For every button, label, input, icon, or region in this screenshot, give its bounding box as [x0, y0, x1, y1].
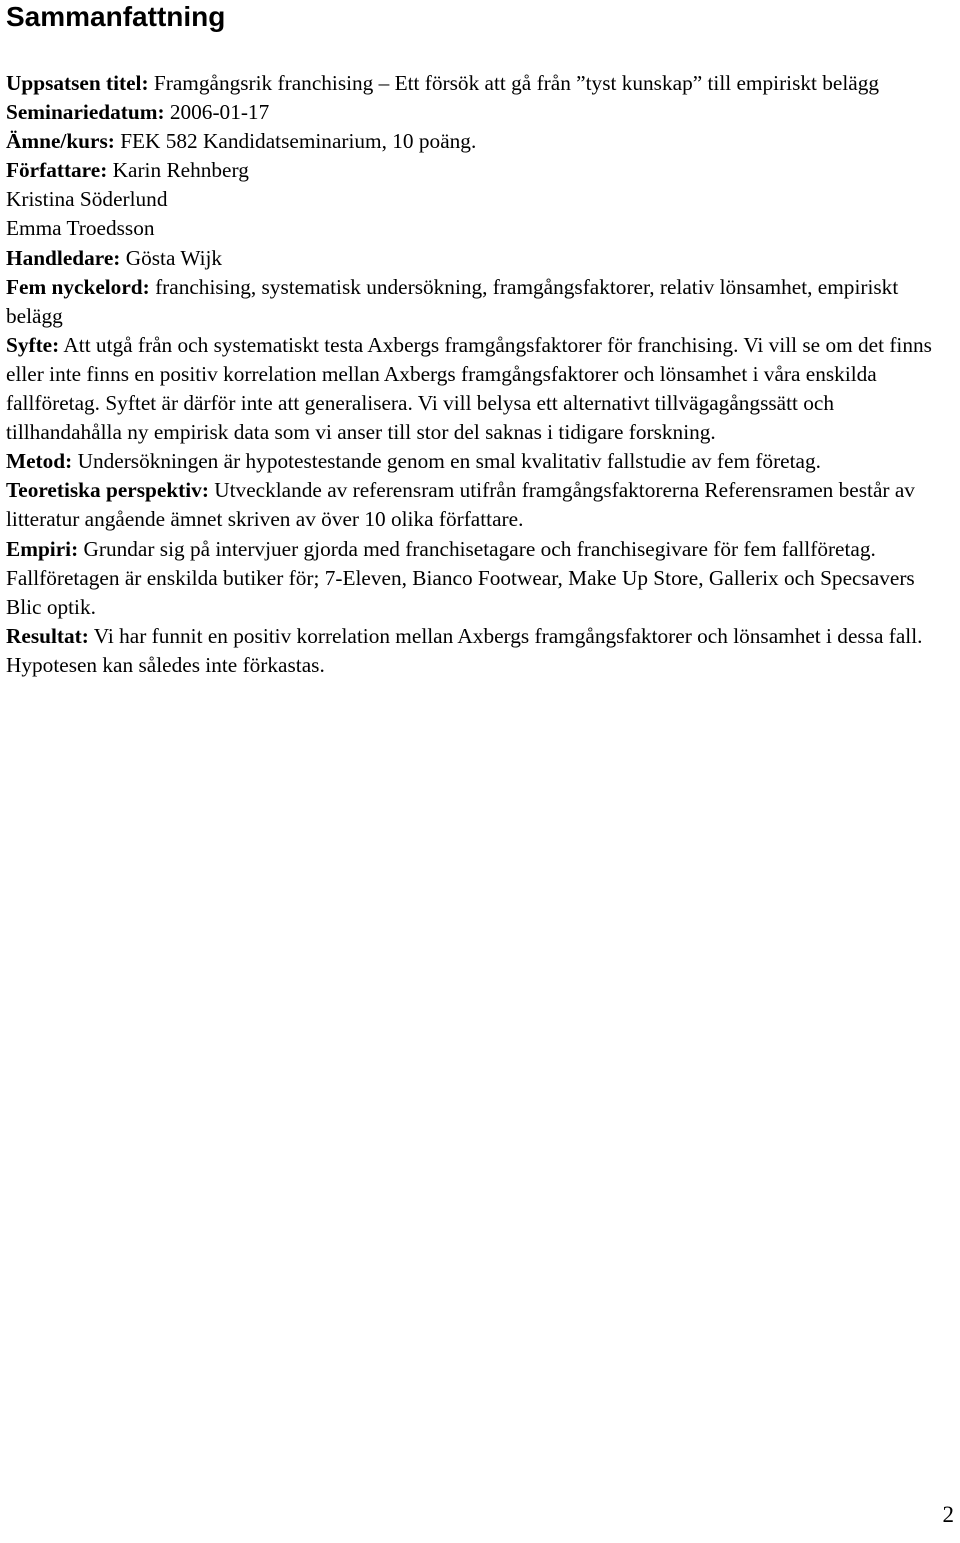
- field-value: Karin Rehnberg: [112, 158, 249, 183]
- field-value: Emma Troedsson: [6, 216, 155, 241]
- field-empirics: [6, 535, 954, 622]
- field-value: Gösta Wijk: [125, 245, 223, 270]
- page-number: 2: [942, 1502, 954, 1527]
- field-seminar-date: [6, 98, 954, 127]
- field-label: Syfte:: [6, 332, 60, 357]
- field-label: Uppsatsen titel:: [6, 71, 149, 95]
- field-value: Vi har funnit en positiv korrelation mellan Axbergs framgångsfaktorer och lönsamhet i dessa fall. Hypotesen kan således inte förkastas.: [6, 623, 923, 677]
- field-value: Att utgå från och systematiskt testa Axbergs framgångsfaktorer för franchising. Vi vill se om det finns eller inte finns en positiv korrelation mellan Axbergs framgångsfaktorer och lönsamhet i våra enskilda fallföretag. Syftet är därför inte att generalisera. Vi vill belysa ett alternativt tillvägagångssätt och tillhandahålla ny empirisk data som vi anser till stor del saknas i tidigare forskning.: [6, 332, 932, 445]
- field-label: Teoretiska perspektiv:: [6, 478, 209, 503]
- field-results: [6, 622, 954, 680]
- field-method: [6, 447, 954, 476]
- field-purpose: [6, 331, 954, 447]
- field-label: Författare:: [6, 158, 108, 183]
- field-label: Empiri:: [6, 536, 79, 561]
- field-keywords: [6, 273, 954, 331]
- field-label: Handledare:: [6, 245, 121, 270]
- field-authors: [6, 156, 954, 185]
- field-label: Ämne/kurs:: [6, 129, 115, 154]
- field-label: Seminariedatum:: [6, 100, 165, 125]
- summary-body: [6, 69, 954, 680]
- field-value: FEK 582 Kandidatseminarium, 10 poäng.: [120, 129, 477, 154]
- field-subject-course: [6, 127, 954, 156]
- page-title: Sammanfattning: [6, 1, 226, 32]
- field-value: 2006-01-17: [169, 100, 270, 125]
- field-value: franchising, systematisk undersökning, framgångsfaktorer, relativ lönsamhet, empiriskt belägg: [6, 274, 899, 328]
- field-author-2: [6, 185, 954, 214]
- field-label: Resultat:: [6, 623, 89, 648]
- field-title: [6, 69, 954, 98]
- field-label: Fem nyckelord:: [6, 274, 150, 299]
- field-author-3: [6, 214, 954, 243]
- field-value: Utvecklande av referensram utifrån framgångsfaktorerna Referensramen består av litteratur angående ämnet skriven av över 10 olika författare.: [6, 478, 915, 532]
- field-value: Undersökningen är hypotestestande genom en smal kvalitativ fallstudie av fem företag.: [77, 449, 821, 474]
- field-value: Grundar sig på intervjuer gjorda med franchisetagare och franchisegivare för fem fallföretag. Fallföretagen är enskilda butiker för; 7-Eleven, Bianco Footwear, Make Up Store, Gallerix och Specsavers Blic optik.: [6, 536, 915, 619]
- field-theoretical-perspective: [6, 476, 954, 534]
- field-label: Metod:: [6, 449, 73, 474]
- field-value: Framgångsrik franchising – Ett försök att gå från ”tyst kunskap” till empiriskt belägg: [153, 71, 880, 95]
- field-value: Kristina Söderlund: [6, 187, 168, 212]
- field-supervisor: [6, 244, 954, 273]
